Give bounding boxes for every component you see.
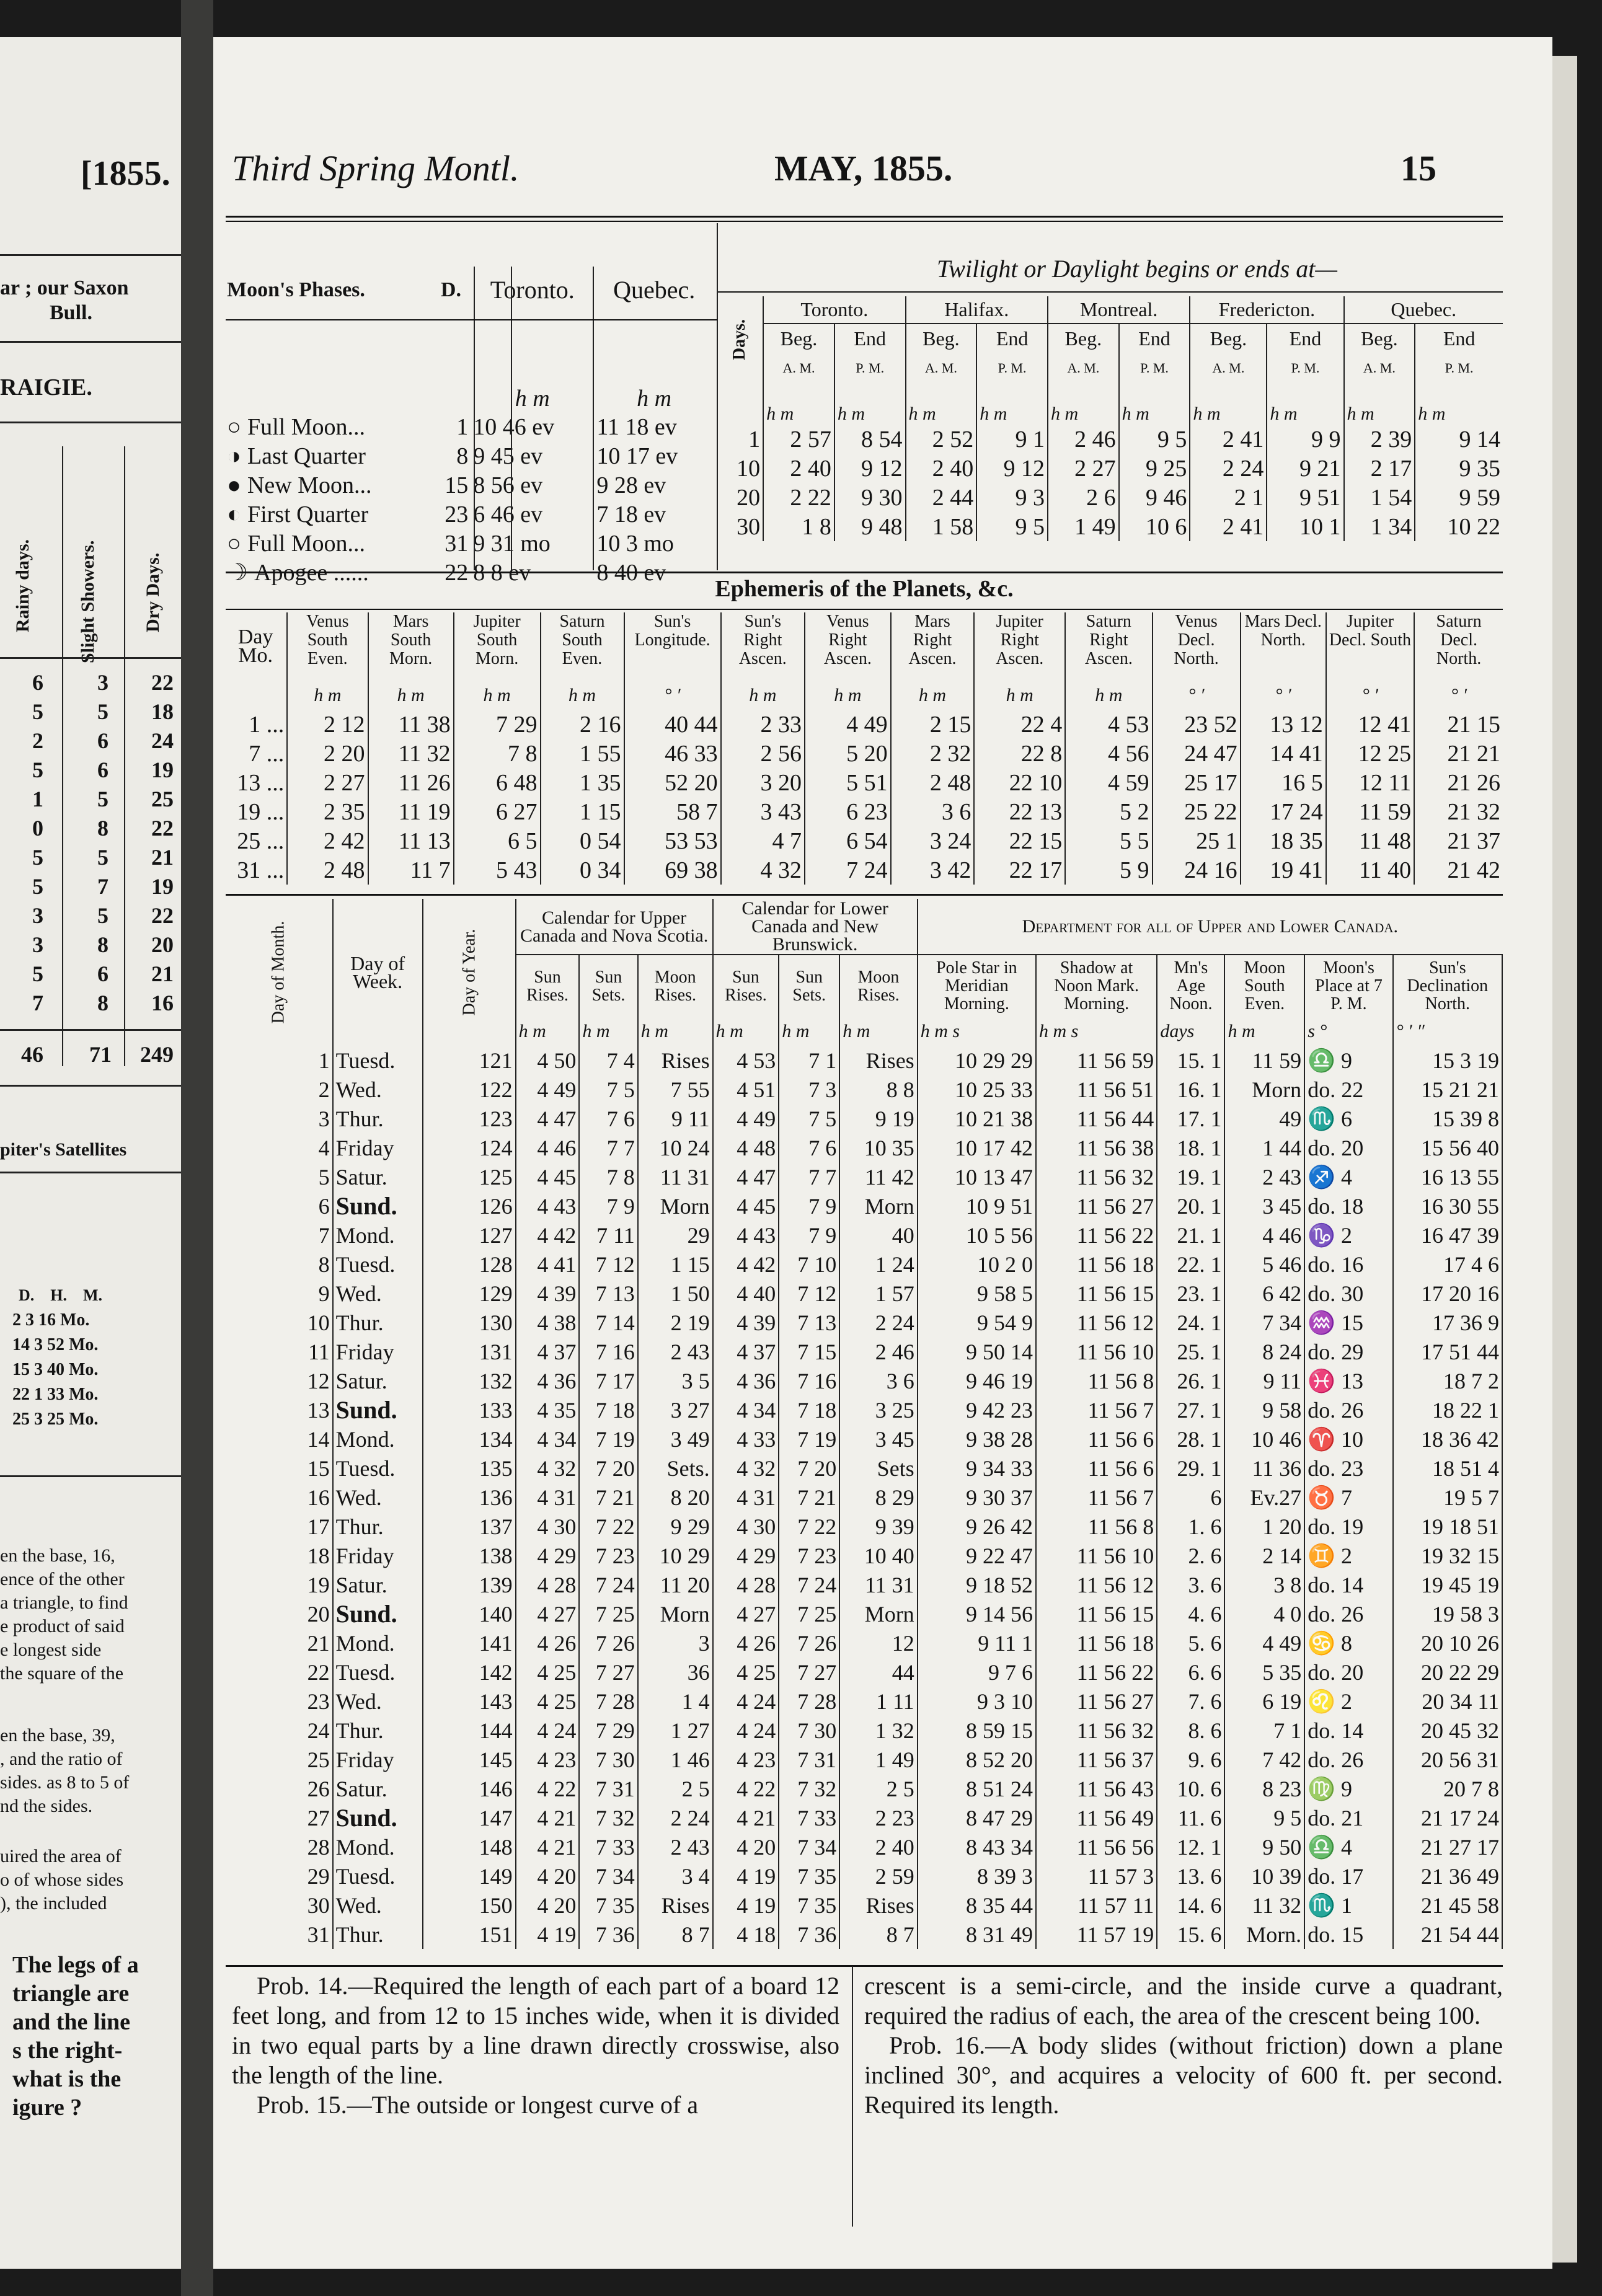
ephemeris-head: Venus South Even. [287,612,368,681]
moon-phase-icon: ○ [227,413,241,440]
satellite-row: 25 3 25 Mo. [12,1410,99,1429]
weather-cell: 0 [32,816,43,841]
calendar-row: 1 Tuesd. 121 4 50 7 4 Rises 4 53 7 1 Rises 10 29 29 11 56 59 15. 1 11 59 ♎ 9 15 3 19 [224,1046,1502,1075]
weather-cell: 3 [32,903,43,928]
moon-phase-icon: ● [227,472,241,498]
satellite-row: 22 1 33 Mo. [12,1385,99,1404]
showers-head: Slight Showers. [77,540,98,663]
calendar-row: 23 Wed. 143 4 25 7 28 1 4 4 24 7 28 1 11 9 3 10 11 56 27 7. 6 6 19 ♌ 2 20 34 11 [224,1687,1502,1716]
calendar-subhead: Sun Sets. [579,955,637,1017]
calendar-subhead: Pole Star in Meridian Morning. [918,955,1036,1017]
satellite-row: 2 3 16 Mo. [12,1310,90,1330]
days-label: Days. [730,319,750,360]
left-fragment-line: and the line [12,2009,131,2035]
calendar-row: 13 Sund. 133 4 35 7 18 3 27 4 34 7 18 3 25 9 42 23 11 56 7 27. 1 9 58 do. 26 18 22 1 [224,1395,1502,1424]
weather-cell: 5 [32,845,43,870]
weather-cell: 2 [32,728,43,753]
ephemeris-head: Venus Right Ascen. [805,612,891,681]
calendar-row: 31 Thur. 151 4 19 7 36 8 7 4 18 7 36 8 7 8 31 49 11 57 19 15. 6 Morn. do. 15 21 54 44 [224,1920,1502,1949]
left-fragment-line: ), the included [0,1893,107,1914]
ephemeris-row: 31 ... 2 48 11 7 5 43 0 34 69 38 4 32 7 24 3 42 22 17 5 9 24 16 19 41 11 40 21 42 [224,855,1503,885]
toronto-head: Toronto. [490,276,575,304]
satellite-row: 15 3 40 Mo. [12,1360,99,1379]
weather-cell: 5 [97,787,108,811]
left-fragment-line: en the base, 16, [0,1545,115,1566]
calendar-row: 22 Tuesd. 142 4 25 7 27 36 4 25 7 27 44 9 7 6 11 56 22 6. 6 5 35 do. 20 20 22 29 [224,1658,1502,1687]
weather-cell: 19 [151,874,174,899]
ephemeris-head: Sun's Longitude. [624,612,721,681]
weather-cell: 7 [32,991,43,1015]
ephemeris-head: Day Mo. [237,625,273,667]
calendar-row: 27 Sund. 147 4 21 7 32 2 24 4 21 7 33 2 23 8 47 29 11 56 49 11. 6 9 5 do. 21 21 17 24 [224,1803,1502,1832]
left-page-fragment [0,37,181,2269]
calendar-row: 29 Tuesd. 149 4 20 7 34 3 4 4 19 7 35 2 59 8 39 3 11 57 3 13. 6 10 39 do. 17 21 36 49 [224,1861,1502,1891]
phases-head: Moon's Phases. [227,278,365,301]
ephemeris-title: Ephemeris of the Planets, &c. [715,576,1014,602]
weather-cell: 3 [97,670,108,695]
ephemeris-head: Mars South Morn. [368,612,454,681]
phase-name: ◑ Last Quarter [227,443,366,469]
weather-cell: 5 [97,699,108,724]
weather-cell: 5 [32,699,43,724]
ephemeris-table: Day Mo. Venus South Even. Mars South Morn. Jupiter South Morn. Saturn South Even. Sun's Longitude. Sun's Right Ascen. Venus Right Ascen. Mars Right Ascen. Jupiter Right Ascen. Saturn Right Ascen. Venus Decl. North. Mars Decl. North. Jupiter Decl. South Saturn Decl. North. h m h m h m h m ° ′ h m h m h m h m h m ° ′ ° ′ ° ′ ° ′ 1 ... 2 12 11 38 7 29 2 16 40 44 2 33 4 49 2 15 22 4 4 53 23 52 13 12 12 41 21 15 7 ... 2 20 11 32 7 8 1 55 46 33 2 56 5 20 2 32 22 8 4 56 24 47 14 41 12 25 21 21 13 ... 2 27 11 26 6 48 1 35 52 20 3 20 5 51 2 48 22 10 4 59 25 17 16 5 12 11 21 26 19 ... 2 35 11 19 6 27 1 15 58 7 3 43 6 23 3 6 22 13 5 2 25 22 17 24 11 59 21 32 25 ... 2 42 11 13 6 5 0 54 53 53 4 7 6 54 3 24 22 15 5 5 25 1 18 35 11 48 21 37 31 ... 2 48 11 7 5 43 0 34 69 38 4 32 7 24 3 42 22 17 5 9 24 16 19 41 11 40 21 42 [224,612,1503,885]
calendar-row: 4 Friday 124 4 46 7 7 10 24 4 48 7 6 10 35 10 17 42 11 56 38 18. 1 1 44 do. 20 15 56 40 [224,1133,1502,1162]
weather-cell: 22 [151,816,174,841]
page-edge [1552,56,1577,2263]
weather-cell: 21 [151,845,174,870]
calendar-row: 7 Mond. 127 4 42 7 11 29 4 43 7 9 40 10 5 56 11 56 22 21. 1 4 46 ♑ 2 16 47 39 [224,1221,1502,1250]
weather-cell: 24 [151,728,174,753]
weather-cell: 3 [32,932,43,957]
phase-row: ○ Full Moon... 1 10 46 ev 11 18 ev [224,412,714,441]
calendar-subhead: Sun Sets. [779,955,839,1017]
rainy-days-head: Rainy days. [12,539,33,632]
calendar-subhead: Sun Rises. [516,955,580,1017]
ephemeris-head: Sun's Right Ascen. [721,612,805,681]
sat-head: D. H. M. [19,1286,103,1304]
upper-canada-head: Calendar for Upper Canada and Nova Scotia. [516,899,713,955]
left-fragment-line: , and the ratio of [0,1749,123,1769]
weather-cell: 21 [151,961,174,986]
weather-cell: 19 [151,757,174,782]
left-fragment-line: en the base, 39, [0,1725,115,1746]
left-line-2: Bull. [50,301,92,324]
lower-canada-head: Calendar for Lower Canada and New Brunswick. [713,899,918,955]
almanac-page [213,37,1552,2269]
weather-cell: 22 [151,903,174,928]
weather-cell: 6 [97,757,108,782]
ephemeris-head: Jupiter South Morn. [454,612,541,681]
twilight-row: 20 2 22 9 30 2 44 9 3 2 6 9 46 2 1 9 51 1 54 9 59 [717,483,1503,512]
calendar-subhead: Moon Rises. [638,955,713,1017]
calendar-subhead: Sun's Declination North. [1393,955,1502,1017]
left-fragment-line: sides. as 8 to 5 of [0,1772,130,1793]
twilight-row: 1 2 57 8 54 2 52 9 1 2 46 9 5 2 41 9 9 2 39 9 14 [717,425,1503,454]
calendar-row: 15 Tuesd. 135 4 32 7 20 Sets. 4 32 7 20 Sets 9 34 33 11 56 6 29. 1 11 36 do. 23 18 51 4 [224,1454,1502,1483]
phase-row: ● New Moon... 15 8 56 ev 9 28 ev [224,470,714,500]
book-gutter [181,0,213,2296]
moon-phase-icon: ☽ [227,560,249,586]
left-fragment-line: what is the [12,2066,122,2092]
weather-cell: 25 [151,787,174,811]
calendar-row: 14 Mond. 134 4 34 7 19 3 49 4 33 7 19 3 45 9 38 28 11 56 6 28. 1 10 46 ♈ 10 18 36 42 [224,1424,1502,1454]
weather-cell: 8 [97,816,108,841]
left-heading: RAIGIE. [0,374,92,400]
calendar-row: 6 Sund. 126 4 43 7 9 Morn 4 45 7 9 Morn 10 9 51 11 56 27 20. 1 3 45 do. 18 16 30 55 [224,1191,1502,1221]
phase-row: ◐ First Quarter 23 6 46 ev 7 18 ev [224,500,714,529]
phase-name: ○ Full Moon... [227,413,365,440]
calendar-subhead: Shadow at Noon Mark. Morning. [1036,955,1157,1017]
calendar-row: 30 Wed. 150 4 20 7 35 Rises 4 19 7 35 Rises 8 35 44 11 57 11 14. 6 11 32 ♏ 1 21 45 58 [224,1891,1502,1920]
problem-15-cont: crescent is a semi-circle, and the inside curve a quadrant, required the radius of each, the area of the crescent being 100. [864,1972,1503,2029]
calendar-row: 9 Wed. 129 4 39 7 13 1 50 4 40 7 12 1 57 9 58 5 11 56 15 23. 1 6 42 do. 30 17 20 16 [224,1279,1502,1308]
total-rainy: 46 [21,1042,43,1067]
moon-phase-icon: ◐ [227,501,241,528]
left-fragment-line: a triangle, to find [0,1592,128,1613]
weather-cell: 18 [151,699,174,724]
phase-row: ◑ Last Quarter 8 9 45 ev 10 17 ev [224,441,714,470]
problem-15: Prob. 15.—The outside or longest curve of a [257,2091,699,2119]
problems-left [232,1971,839,2120]
weather-cell: 5 [97,845,108,870]
weather-cell: 5 [32,961,43,986]
moon-phase-icon: ○ [227,530,241,557]
ephemeris-head: Saturn Decl. North. [1414,612,1503,681]
phase-row: ○ Full Moon... 31 9 31 mo 10 3 mo [224,529,714,558]
dry-days-head: Dry Days. [143,552,163,632]
left-fragment-line: The legs of a [12,1952,139,1978]
header-left: Third Spring Montl. [232,148,520,188]
left-fragment-line: uired the area of [0,1846,122,1866]
calendar-subhead: Mn's Age Noon. [1157,955,1224,1017]
weather-cell: 6 [32,670,43,695]
calendar-subhead: Moon South Even. [1224,955,1304,1017]
calendar-row: 20 Sund. 140 4 27 7 25 Morn 4 27 7 25 Morn 9 14 56 11 56 15 4. 6 4 0 do. 26 19 58 3 [224,1599,1502,1628]
twilight-row: 30 1 8 9 48 1 58 9 5 1 49 10 6 2 41 10 1 1 34 10 22 [717,512,1503,541]
calendar-row: 12 Satur. 132 4 36 7 17 3 5 4 36 7 16 3 6 9 46 19 11 56 8 26. 1 9 11 ♓ 13 18 7 2 [224,1366,1502,1395]
ephemeris-head: Saturn South Even. [541,612,624,681]
twilight-title: Twilight or Daylight begins or ends at— [937,255,1337,283]
calendar-row: 8 Tuesd. 128 4 41 7 12 1 15 4 42 7 10 1 24 10 2 0 11 56 18 22. 1 5 46 do. 16 17 4 6 [224,1250,1502,1279]
calendar-row: 26 Satur. 146 4 22 7 31 2 5 4 22 7 32 2 5 8 51 24 11 56 43 10. 6 8 23 ♍ 9 20 7 8 [224,1774,1502,1803]
problem-16: Prob. 16.—A body slides (without friction) down a plane inclined 30°, and acquires a velocity of 600 ft. per second. Required its length. [864,2031,1503,2119]
left-year: [1855. [81,154,170,193]
left-fragment-line: e product of said [0,1616,125,1636]
department-head: Department for all of Upper and Lower Canada. [918,899,1502,955]
phase-name: ○ Full Moon... [227,530,365,557]
calendar-row: 17 Thur. 137 4 30 7 22 9 29 4 30 7 22 9 39 9 26 42 11 56 8 1. 6 1 20 do. 19 19 18 51 [224,1512,1502,1541]
d-head: D. [440,278,461,301]
weather-cell: 5 [32,874,43,899]
weather-cell: 20 [151,932,174,957]
weather-cell: 22 [151,670,174,695]
weather-cell: 7 [97,874,108,899]
weather-cell: 8 [97,932,108,957]
left-fragment-line: s the right- [12,2038,123,2064]
total-showers: 71 [89,1042,112,1067]
phase-name: ☽ Apogee ...... [227,560,369,586]
total-dry: 249 [140,1042,174,1067]
problems-right [864,1971,1503,2120]
weather-cell: 16 [151,991,174,1015]
calendar-row: 18 Friday 138 4 29 7 23 10 29 4 29 7 23 10 40 9 22 47 11 56 10 2. 6 2 14 ♊ 2 19 32 15 [224,1541,1502,1570]
left-fragment-line: ence of the other [0,1569,125,1589]
calendar-subhead: Moon's Place at 7 P. M. [1304,955,1393,1017]
calendar-subhead: Sun Rises. [713,955,779,1017]
weather-cell: 6 [97,728,108,753]
ephemeris-row: 13 ... 2 27 11 26 6 48 1 35 52 20 3 20 5 51 2 48 22 10 4 59 25 17 16 5 12 11 21 26 [224,768,1503,797]
weather-cell: 6 [97,961,108,986]
ephemeris-head: Mars Right Ascen. [891,612,975,681]
phase-row: ☽ Apogee ...... 22 8 8 ev 8 40 ev [224,558,714,587]
left-fragment-line: the square of the [0,1663,124,1684]
satellite-row: 14 3 52 Mo. [12,1335,99,1354]
header-center: MAY, 1855. [774,148,953,188]
ephemeris-head: Jupiter Decl. South [1326,612,1414,681]
ephemeris-row: 7 ... 2 20 11 32 7 8 1 55 46 33 2 56 5 20 2 32 22 8 4 56 24 47 14 41 12 25 21 21 [224,739,1503,768]
left-fragment-line: nd the sides. [0,1796,93,1816]
weather-cell: 1 [32,787,43,811]
ephemeris-row: 19 ... 2 35 11 19 6 27 1 15 58 7 3 43 6 23 3 6 22 13 5 2 25 22 17 24 11 59 21 32 [224,797,1503,826]
calendar-row: 28 Mond. 148 4 21 7 33 2 43 4 20 7 34 2 40 8 43 34 11 56 56 12. 1 9 50 ♎ 4 21 27 17 [224,1832,1502,1861]
ephemeris-head: Saturn Right Ascen. [1065,612,1152,681]
phase-name: ● New Moon... [227,472,372,498]
calendar-row: 3 Thur. 123 4 47 7 6 9 11 4 49 7 5 9 19 10 21 38 11 56 44 17. 1 49 ♏ 6 15 39 8 [224,1104,1502,1133]
ephemeris-row: 25 ... 2 42 11 13 6 5 0 54 53 53 4 7 6 54 3 24 22 15 5 5 25 1 18 35 11 48 21 37 [224,826,1503,855]
ephemeris-row: 1 ... 2 12 11 38 7 29 2 16 40 44 2 33 4 49 2 15 22 4 4 53 23 52 13 12 12 41 21 15 [224,710,1503,739]
calendar-row: 16 Wed. 136 4 31 7 21 8 20 4 31 7 21 8 29 9 30 37 11 56 7 6 Ev.27 ♉ 7 19 5 7 [224,1483,1502,1512]
calendar-row: 10 Thur. 130 4 38 7 14 2 19 4 39 7 13 2 24 9 54 9 11 56 12 24. 1 7 34 ♒ 15 17 36 9 [224,1308,1502,1337]
twilight-row: 10 2 40 9 12 2 40 9 12 2 27 9 25 2 24 9 21 2 17 9 35 [717,454,1503,483]
phase-name: ◐ First Quarter [227,501,369,528]
calendar-row: 2 Wed. 122 4 49 7 5 7 55 4 51 7 3 8 8 10 25 33 11 56 51 16. 1 Morn do. 22 15 21 21 [224,1075,1502,1104]
weather-cell: 5 [32,757,43,782]
satellites-title: piter's Satellites [0,1139,127,1160]
left-fragment-line: e longest side [0,1640,102,1660]
calendar-row: 5 Satur. 125 4 45 7 8 11 31 4 47 7 7 11 42 10 13 47 11 56 32 19. 1 2 43 ♐ 4 16 13 55 [224,1162,1502,1191]
page-number: 15 [1401,148,1436,188]
twilight-table: Days. Toronto. Halifax. Montreal. Fredericton. Quebec. Beg. End Beg. End Beg. End Beg. End Beg. End A. M. P. M. A. M. P. M. A. M. P. M. A. M. P. M. A. M. P. M. h m h m h m h m h m h m h m h m h m h m 1 2 57 8 54 2 52 9 1 2 46 9 5 2 41 9 9 2 39 9 14 10 2 40 9 12 2 40 9 12 2 27 9 25 2 24 9 21 2 17 9 35 20 2 22 9 30 2 44 9 3 2 6 9 46 2 1 9 51 1 54 9 59 30 1 8 9 48 1 58 9 5 1 49 10 6 2 41 10 1 1 34 10 22 [717,296,1503,541]
moon-phases-table: Moon's Phases. D. Toronto. Quebec. h m h m ○ Full Moon... 1 10 46 ev 11 18 ev ◑ Last Quarter 8 9 45 ev 10 17 ev ● New Moon... 15 8 56 ev 9 28 ev ◐ First Quarter 23 6 46 ev 7 18 ev ○ Full Moon... 31 9 31 mo 10 3 mo ☽ Apogee ...... 22 8 8 ev 8 40 ev [224,267,714,587]
weather-cell: 5 [97,903,108,928]
quebec-head: Quebec. [613,276,696,304]
calendar-row: 25 Friday 145 4 23 7 30 1 46 4 23 7 31 1 49 8 52 20 11 56 37 9. 6 7 42 do. 26 20 56 31 [224,1745,1502,1774]
left-fragment-line: triangle are [12,1980,130,2007]
ephemeris-head: Venus Decl. North. [1153,612,1241,681]
problem-14: Prob. 14.—Required the length of each part of a board 12 feet long, and from 12 to 15 inches wide, when it is divided in two equal parts by a line drawn directly crosswise, also the length of the line. [232,1972,839,2089]
weather-cell: 8 [97,991,108,1015]
ephemeris-head: Jupiter Right Ascen. [974,612,1065,681]
left-fragment-line: igure ? [12,2095,82,2121]
calendar-row: 11 Friday 131 4 37 7 16 2 43 4 37 7 15 2 46 9 50 14 11 56 10 25. 1 8 24 do. 29 17 51 44 [224,1337,1502,1366]
calendar-row: 24 Thur. 144 4 24 7 29 1 27 4 24 7 30 1 32 8 59 15 11 56 32 8. 6 7 1 do. 14 20 45 32 [224,1716,1502,1745]
calendar-table: Day of Month. Day of Week. Day of Year. Calendar for Upper Canada and Nova Scotia. Calendar for Lower Canada and New Brunswick. Department for all of Upper and Lower Canada. Sun Rises. Sun Sets. Moon Rises. Sun Rises. Sun Sets. Moon Rises. Pole Star in Meridian Morning. Shadow at Noon Mark. Morning. Mn's Age Noon. Moon South Even. Moon's Place at 7 P. M. Sun's Declination North. h m h m h m h m h m h m h m s h m s days h m s ° ° ′ ″ 1 Tuesd. 121 4 50 7 4 Rises 4 53 7 1 Rises 10 29 29 11 56 59 15. 1 11 59 ♎ 9 15 3 19 2 Wed. 122 4 49 7 5 7 55 4 51 7 3 8 8 10 25 33 11 56 51 16. 1 Morn do. 22 15 21 21 3 Thur. 123 4 47 7 6 9 11 4 49 7 5 9 19 10 21 38 11 56 44 17. 1 49 ♏ 6 15 39 8 4 Friday 124 4 46 7 7 10 24 4 48 7 6 10 35 10 17 42 11 56 38 18. 1 1 44 do. 20 15 56 40 5 Satur. 125 4 45 7 8 11 31 4 47 7 7 11 42 10 13 47 11 56 32 19. 1 2 43 ♐ 4 16 13 55 6 Sund. 126 4 43 7 9 Morn 4 45 7 9 Morn 10 9 51 11 56 27 20. 1 3 45 do. 18 16 30 55 7 Mond. 127 4 42 7 11 29 4 43 7 9 40 10 5 56 11 56 22 21. 1 4 46 ♑ 2 16 47 39 8 Tuesd. 128 4 41 7 12 1 15 4 42 7 10 1 24 10 2 0 11 56 18 22. 1 5 46 do. 16 17 4 6 9 Wed. 129 4 39 7 13 1 50 4 40 7 12 1 57 9 58 5 11 56 15 23. 1 6 42 do. 30 17 20 16 10 Thur. 130 4 38 7 14 2 19 4 39 7 13 2 24 9 54 9 11 56 12 24. 1 7 34 ♒ 15 17 36 9 11 Friday 131 4 37 7 16 2 43 4 37 7 15 2 46 9 50 14 11 56 10 25. 1 8 24 do. 29 17 51 44 12 Satur. 132 4 36 7 17 3 5 4 36 7 16 3 6 9 46 19 11 56 8 26. 1 9 11 ♓ 13 18 7 2 13 Sund. 133 4 35 7 18 3 27 4 34 7 18 3 25 9 42 23 11 56 7 27. 1 9 58 do. 26 18 22 1 14 Mond. 134 4 34 7 19 3 49 4 33 7 19 3 45 9 38 28 11 56 6 28. 1 10 46 ♈ 10 18 36 42 15 Tuesd. 135 4 32 7 20 Sets. 4 32 7 20 Sets 9 34 33 11 56 6 29. 1 11 36 do. 23 18 51 4 16 Wed. 136 4 31 7 21 8 20 4 31 7 21 8 29 9 30 37 11 56 7 6 Ev.27 ♉ 7 19 5 7 17 Thur. 137 4 30 7 22 9 29 4 30 7 22 9 39 9 26 42 11 56 8 1. 6 1 20 do. 19 19 18 51 18 Friday 138 4 29 7 23 10 29 4 29 7 23 10 40 9 22 47 11 56 10 2. 6 2 14 ♊ 2 19 32 15 19 Satur. 139 4 28 7 24 11 20 4 28 7 24 11 31 9 18 52 11 56 12 3. 6 3 8 do. 14 19 45 19 20 Sund. 140 4 27 7 25 Morn 4 27 7 25 Morn 9 14 56 11 56 15 4. 6 4 0 do. 26 19 58 3 21 Mond. 141 4 26 7 26 3 4 26 7 26 12 9 11 1 11 56 18 5. 6 4 49 ♋ 8 20 10 26 22 Tuesd. 142 4 25 7 27 36 4 25 7 27 44 9 7 6 11 56 22 6. 6 5 35 do. 20 20 22 29 23 Wed. 143 4 25 7 28 1 4 4 24 7 28 1 11 9 3 10 11 56 27 7. 6 6 19 ♌ 2 20 34 11 24 Thur. 144 4 24 7 29 1 27 4 24 7 30 1 32 8 59 15 11 56 32 8. 6 7 1 do. 14 20 45 32 25 Friday 145 4 23 7 30 1 46 4 23 7 31 1 49 8 52 20 11 56 37 9. 6 7 42 do. 26 20 56 31 26 Satur. 146 4 22 7 31 2 5 4 22 7 32 2 5 8 51 24 11 56 43 10. 6 8 23 ♍ 9 20 7 8 27 Sund. 147 4 21 7 32 2 24 4 21 7 33 2 23 8 47 29 11 56 49 11. 6 9 5 do. 21 21 17 24 28 Mond. 148 4 21 7 33 2 43 4 20 7 34 2 40 8 43 34 11 56 56 12. 1 9 50 ♎ 4 21 27 17 29 Tuesd. 149 4 20 7 34 3 4 4 19 7 35 2 59 8 39 3 11 57 3 13. 6 10 39 do. 17 21 36 49 30 Wed. 150 4 20 7 35 Rises 4 19 7 35 Rises 8 35 44 11 57 11 14. 6 11 32 ♏ 1 21 45 58 31 Thur. 151 4 19 7 36 8 7 4 18 7 36 8 7 8 31 49 11 57 19 15. 6 Morn. do. 15 21 54 44 [224,899,1503,1949]
left-fragment-line: o of whose sides [0,1870,124,1890]
left-line-1: ar ; our Saxon [0,276,129,299]
calendar-subhead: Moon Rises. [839,955,918,1017]
ephemeris-head: Mars Decl. North. [1241,612,1326,681]
calendar-row: 19 Satur. 139 4 28 7 24 11 20 4 28 7 24 11 31 9 18 52 11 56 12 3. 6 3 8 do. 14 19 45 19 [224,1570,1502,1599]
moon-phase-icon: ◑ [227,443,241,469]
calendar-row: 21 Mond. 141 4 26 7 26 3 4 26 7 26 12 9 11 1 11 56 18 5. 6 4 49 ♋ 8 20 10 26 [224,1628,1502,1658]
